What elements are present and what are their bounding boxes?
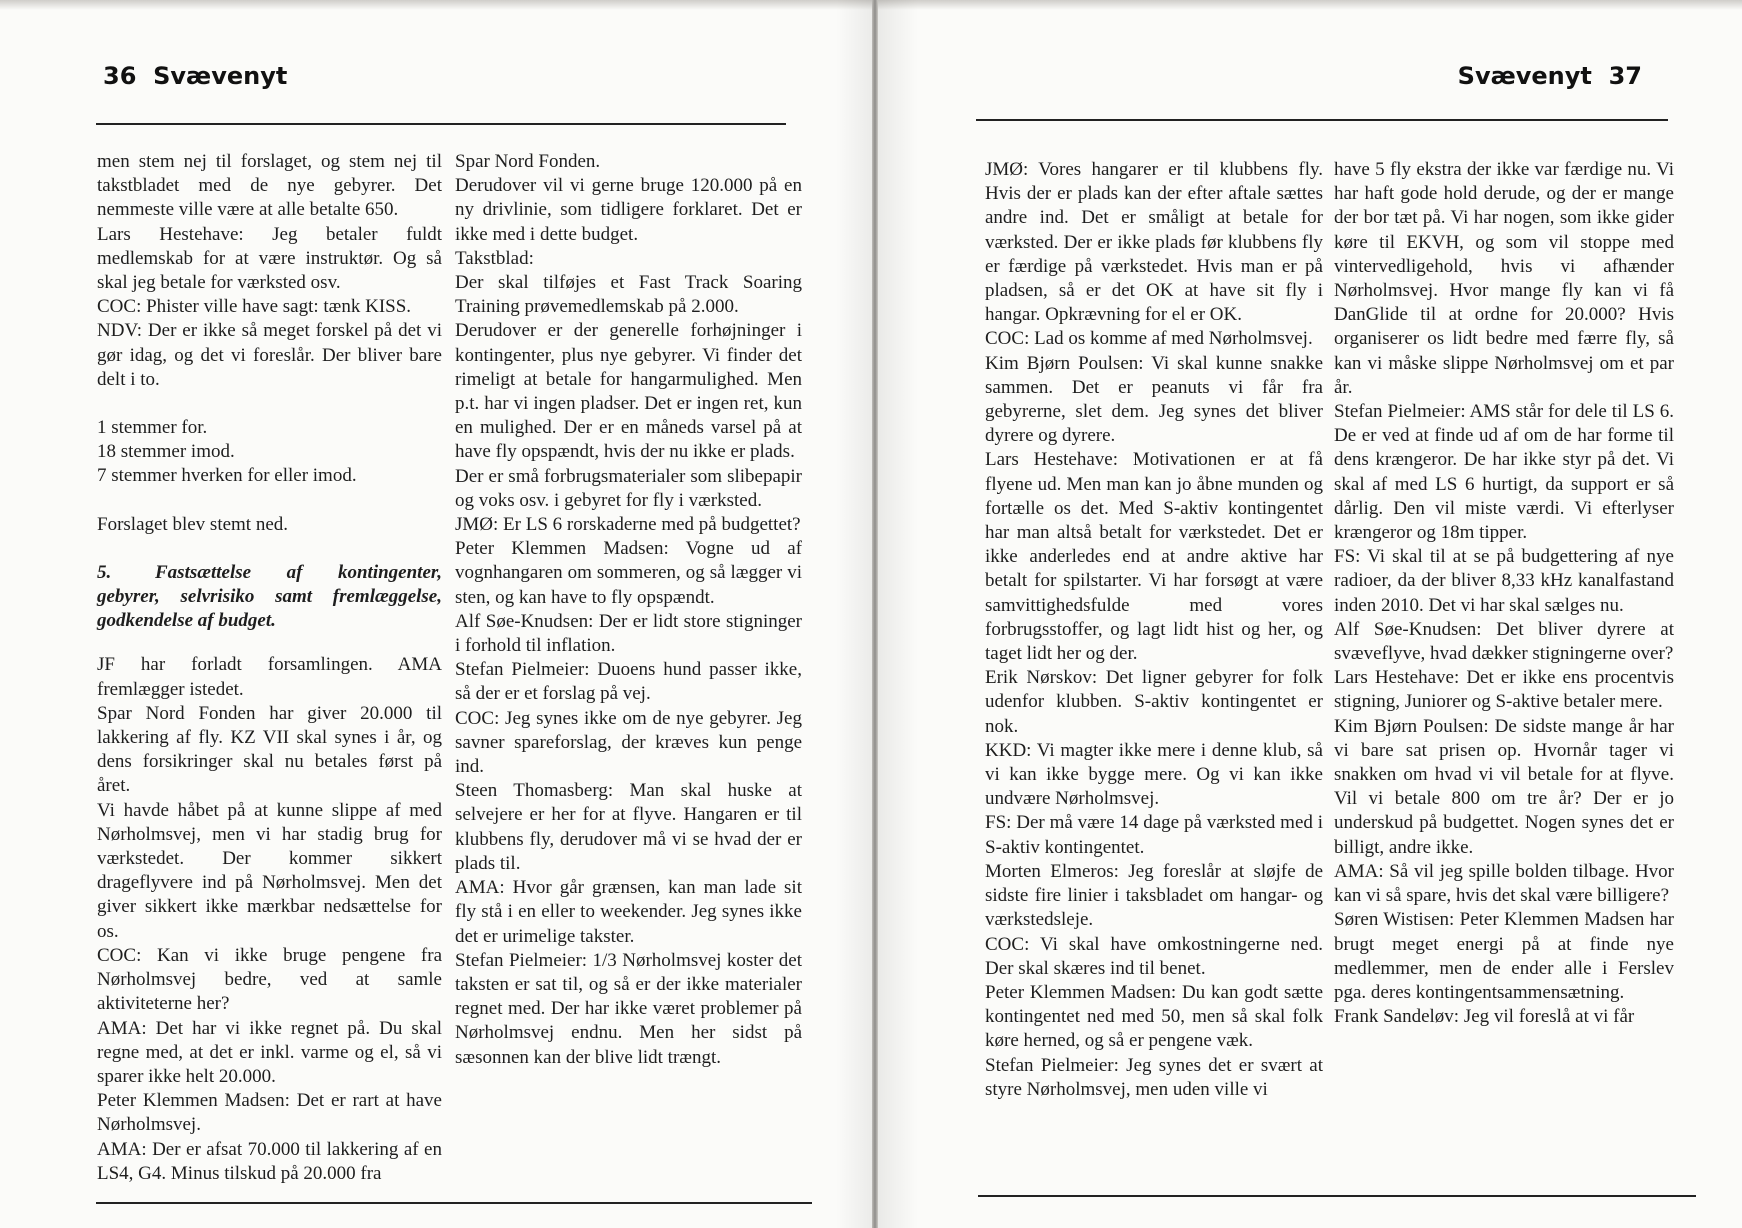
paragraph: Frank Sandeløv: Jeg vil foreslå at vi får [1334,1006,1635,1028]
footer-rule [96,1202,812,1204]
spacer [97,537,442,561]
agenda-heading [97,561,442,634]
paragraph: have 5 fly ekstra der ikke var færdige nu. Vi har haft gode hold derude, og der er mange der bor tæt på. Vi har nogen, som ikke gider køre til EKVH, og som vil stoppe med vintervedligehold, hvis vi afhænder Nørholmsvej. Hvor mange fly kan vi få DanGlide til at ordne for 20.000? Hvis organiserer os lidt bedre med færre fly, så kan vi måske slippe Nørholmsvej om et par år. [1334,159,1674,398]
paragraph: Derudover vil vi gerne bruge 120.000 på en ny drivlinie, som tidligere forklaret. Det er ikke med i dette budget. [455,175,802,245]
paragraph: Der er små forbrugsmaterialer som slibepapir og voks osv. i gebyret for fly i værksted. [455,465,802,511]
paragraph: Lars Hestehave: Jeg betaler fuldt medlemskab for at være instruktør. Og så skal jeg betale for værksted osv. [97,223,442,294]
paragraph: Kim Bjørn Poulsen: De sidste mange år har vi bare sat prisen op. Hvornår tager vi snakken om hvad vi vil betale for at flyve. Vil vi betale 800 om tre år? Der er jo underskud på budgettet. Nogen synes det er billigt, andre ikke. [1334,715,1674,858]
paragraph: Lars Hestehave: Det er ikke ens procentvis stigning, Juniorer og S-aktive betaler mere. [1334,667,1674,713]
paragraph: COC: Kan vi ikke bruge pengene fra Nørholmsvej bedre, ved at samle aktiviteterne her? [97,944,442,1015]
spacer [97,392,442,416]
paragraph: FS: Der må være 14 dage på værksted med i S-aktiv kontingentet. [985,812,1323,858]
paragraph: Peter Klemmen Madsen: Du kan godt sætte kontingentet ned med 50, men så skal folk køre herned, og så er pengene væk. [985,981,1323,1052]
header-rule [96,123,786,125]
spacer [97,643,442,653]
paragraph: Morten Elmeros: Jeg foreslår at sløjfe de sidste fire linier i taksbladet om hangar- og værkstedsleje. [985,860,1323,931]
vote-result: Forslaget blev stemt ned. [97,513,289,535]
paragraph: FS: Vi skal til at se på budgettering af nye radioer, da der bliver 8,33 kHz kanalfastand inden 2010. Det vi har skal sælges nu. [1334,546,1674,616]
paragraph: Stefan Pielmeier: 1/3 Nørholmsvej koster det taksten er sat til, og så er der ikke materialer regnet med. Der har ikke været problemer på Nørholmsvej endnu. Men her sidst på sæsonnen kan der blive lidt trængt. [455,949,802,1068]
spacer [97,489,442,513]
footer-rule [978,1195,1696,1197]
paragraph: Spar Nord Fonden har giver 20.000 til lakkering af fly. KZ VII skal synes i år, og dens forsikringer skal nu betales først på året. [97,702,442,797]
paragraph: AMA: Der er afsat 70.000 til lakkering af en LS4, G4. Minus tilskud på 20.000 fra [97,1138,442,1184]
left-page-header [103,62,287,90]
paragraph: AMA: Det har vi ikke regnet på. Du skal regne med, at det er inkl. varme og el, så vi sparer ikke helt 20.000. [97,1017,442,1087]
paragraph: Peter Klemmen Madsen: Vogne ud af vognhangaren om sommeren, og så lægger vi sten, og kan have to fly opspændt. [455,538,802,608]
paragraph: Alf Søe-Knudsen: Der er lidt store stigninger i forhold til inflation. [455,610,802,657]
paragraph: JMØ: Vores hangarer er til klubbens fly. Hvis der er plads kan der efter aftale sættes andre ind. Det er småligt at betale for værksted. Der er ikke plads før klubbens fly er færdige på værkstedet. Hvis man er på pladsen, så er det OK at have sit fly i hangar. Opkrævning for el er OK. [985,159,1323,326]
paragraph: Spar Nord Fonden. [455,151,601,172]
gutter-shadow [878,0,918,1228]
running-title: Svævenyt [153,62,288,90]
paragraph: KKD: Vi magter ikke mere i denne klub, så vi kan ikke bygge mere. Og vi kan ikke undvære Nørholmsvej. [985,739,1323,810]
page-top-shadow [0,0,876,10]
paragraph: Steen Thomasberg: Man skal huske at selvejere er her for at flyve. Hangaren er til klubbens fly, derudover må vi se hvad der er plads til. [455,780,802,874]
vote-line: 18 stemmer imod. [97,441,235,463]
left-column-1 [97,150,442,1186]
paragraph: Vi havde håbet på at kunne slippe af med Nørholmsvej, men vi har stadig brug for værkstedet. Der kommer sikkert drageflyvere ind på Nørholmsvej. Men det giver sikkert ikke mærkbar nedsættelse for os. [97,799,442,942]
paragraph: Stefan Pielmeier: AMS står for dele til LS 6. De er ved at finde ud af om de har forme til dens krængeror. De har ikke styr på det. Vi skal af med LS 6 hurtigt, da support er så dårlig. Den vil miste værdi. Vi efterlyser krængeror og 18m tipper. [1334,401,1674,544]
agenda-number: 5. [97,561,112,583]
running-title: Svævenyt [1457,62,1592,90]
paragraph: Stefan Pielmeier: Duoens hund passer ikke, så der er et forslag på vej. [455,659,802,705]
paragraph: Takstblad: [455,247,534,269]
right-page-header [1458,62,1642,90]
right-column-1 [985,158,1323,1102]
paragraph: JF har forladt forsamlingen. AMA fremlægger istedet. [97,654,442,700]
paragraph: COC: Lad os komme af med Nørholmsvej. [985,328,1313,350]
gutter-shadow [836,0,876,1228]
paragraph: NDV: Der er ikke så meget forskel på det vi gør idag, og det vi foreslår. Der bliver bare delt i to. [97,320,442,390]
agenda-title: Fastsættelse af kontingenter, gebyrer, selvrisiko samt fremlæggelse, godkendelse af budget. [97,561,442,632]
paragraph: AMA: Hvor går grænsen, kan man lade sit fly stå i en eller to weekender. Jeg synes ikke det er urimelige takster. [455,877,802,947]
header-rule [976,119,1668,121]
paragraph: Derudover er der generelle forhøjninger i kontingenter, plus nye gebyrer. Vi finder det rimeligt at betale for hangarmulighed. Men p.t. har vi ingen pladser. Det er ingen ret, kun en mulighed. Der er en måneds varsel på at have fly opspændt, hvis der nu ikke er plads. [455,320,802,463]
paragraph: Peter Klemmen Madsen: Det er rart at have Nørholmsvej. [97,1090,442,1136]
paragraph: Erik Nørskov: Det ligner gebyrer for folk udenfor klubben. S-aktiv kontingentet er nok. [985,667,1323,737]
paragraph: COC: Vi skal have omkostningerne ned. Der skal skæres ind til benet. [985,933,1323,979]
right-page [878,0,1742,1228]
right-column-2 [1334,158,1674,1029]
paragraph: AMA: Så vil jeg spille bolden tilbage. Hvor kan vi så spare, hvis det skal være billigere? [1334,860,1674,907]
vote-line: 1 stemmer for. [97,417,208,439]
page-top-shadow [878,0,1742,10]
paragraph: COC: Jeg synes ikke om de nye gebyrer. Jeg savner spareforslag, der kræves kun penge ind. [455,707,802,778]
paragraph: COC: Phister ville have sagt: tænk KISS. [97,296,412,318]
paragraph: Lars Hestehave: Motivationen er at få flyene ud. Men man kan jo åbne munden og fortælle os det. Med S-aktiv kontingentet har man altså betalt for værkstedet. Det er ikke anderledes end at andre aktive har betalt for spilstarter. Vi har forsøgt at være samvittighedsfulde med vores forbrugsstoffer, og lagt lidt hist og her, og taget lidt her og der. [985,449,1323,665]
paragraph: Stefan Pielmeier: Jeg synes det er svært at styre Nørholmsvej, men uden ville vi [985,1054,1323,1100]
paragraph: Kim Bjørn Poulsen: Vi skal kunne snakke sammen. Det er peanuts vi får fra gebyrerne, slet dem. Jeg synes det bliver dyrere og dyrere. [985,352,1323,447]
paragraph: JMØ: Er LS 6 rorskaderne med på budgettet? [455,514,801,536]
paragraph: men stem nej til forslaget, og stem nej til takstbladet med de nye gebyrer. Det nemmeste ville være at alle betalte 650. [97,151,442,221]
page-number: 37 [1608,62,1642,90]
left-column-2 [455,150,802,1070]
page-number: 36 [103,62,137,90]
paragraph: Alf Søe-Knudsen: Det bliver dyrere at svæveflyve, hvad dækker stigningerne over? [1334,618,1674,665]
paragraph: Der skal tilføjes et Fast Track Soaring Training prøvemedlemskab på 2.000. [455,272,802,318]
paragraph: Søren Wistisen: Peter Klemmen Madsen har brugt meget energi på at finde nye medlemmer, men de ender alle i Ferslev pga. deres kontingentsammensætning. [1334,909,1674,1003]
vote-line: 7 stemmer hverken for eller imod. [97,465,357,487]
